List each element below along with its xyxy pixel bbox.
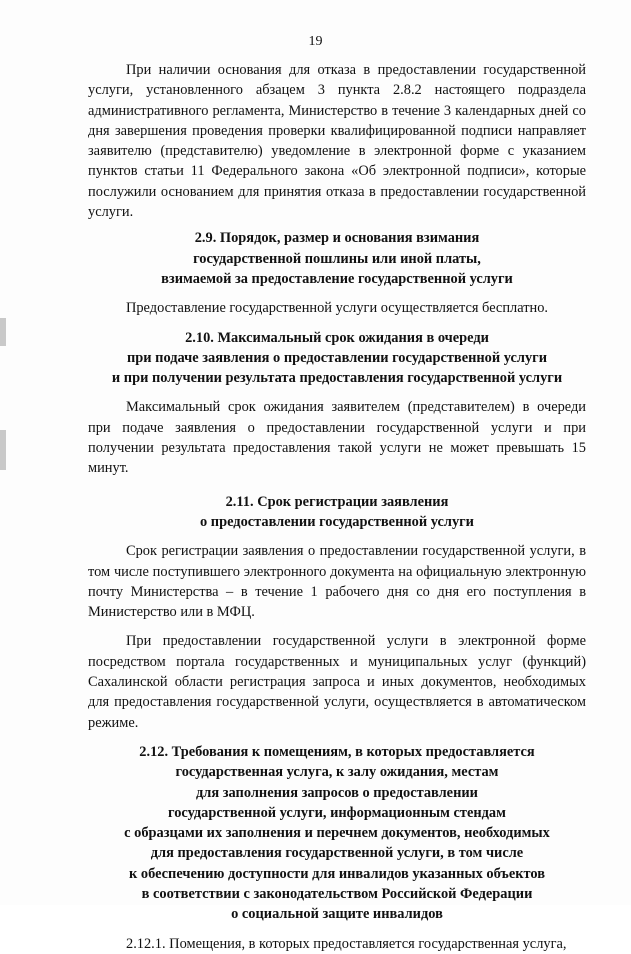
paragraph-electronic-registration: При предоставлении государственной услуги в электронной форме посредством портала государственных и муниципальных услуг (функций) Сахалинской области регистрация запроса и иных документов, необходимых для предоставления государственной услуги, осуществляется в автоматическом режиме. <box>88 633 586 731</box>
heading-line: с образцами их заполнения и перечнем документов, необходимых <box>124 825 550 842</box>
heading-line: 2.9. Порядок, размер и основания взимания <box>194 230 480 247</box>
heading-line: о социальной защите инвалидов <box>231 906 443 923</box>
paragraph-registration-term: Срок регистрации заявления о предоставлении государственной услуги, в том числе поступившего электронного документа на официальную электронную почту Министерства – в течение 1 рабочего дня со дня его поступления в Министерство или в МФЦ. <box>88 543 586 621</box>
document-body <box>88 60 586 954</box>
heading-line: 2.10. Максимальный срок ожидания в очереди <box>185 329 489 346</box>
heading-line: о предоставлении государственной услуги <box>200 513 474 530</box>
heading-line: 2.12. Требования к помещениям, в которых предоставляется <box>139 743 535 760</box>
paragraph-premises: 2.12.1. Помещения, в которых предоставляется государственная услуга, <box>126 935 567 952</box>
heading-line: к обеспечению доступности для инвалидов указанных объектов <box>128 865 545 882</box>
heading-2-10 <box>88 328 586 389</box>
paragraph-free-service: Предоставление государственной услуги осуществляется бесплатно. <box>125 300 549 317</box>
heading-line: для заполнения запросов о предоставлении <box>196 784 478 801</box>
heading-line: государственной пошлины или иной платы, <box>193 250 481 267</box>
heading-2-11 <box>88 492 586 533</box>
page-number: 19 <box>308 34 323 49</box>
heading-2-12 <box>88 742 586 925</box>
heading-2-9 <box>88 228 586 289</box>
heading-line: для предоставления государственной услуги, в том числе <box>150 845 524 862</box>
heading-line: государственной услуги, информационным стендам <box>168 804 506 821</box>
heading-line: в соответствии с законодательством Российской Федерации <box>141 885 533 902</box>
heading-line: государственная услуга, к залу ожидания, местам <box>175 764 499 781</box>
heading-line: взимаемой за предоставление государственной услуги <box>161 270 513 287</box>
scan-artifact <box>0 430 6 470</box>
paragraph-refusal-notice: При наличии основания для отказа в предоставлении государственной услуги, установленного абзацем 3 пункта 2.8.2 настоящего подраздела административного регламента, Министерство в течение 3 календарных дней со дня завершения проведения проверки квалифицированной подписи направляет заявителю (представителю) уведомление в электронной форме с указанием пунктов статьи 11 Федерального закона «Об электронной подписи», которые послужили основанием для принятия отказа в предоставлении государственной услуги. <box>88 62 586 221</box>
heading-line: 2.11. Срок регистрации заявления <box>225 493 449 510</box>
scan-artifact <box>0 318 6 346</box>
paragraph-queue-time: Максимальный срок ожидания заявителем (представителем) в очереди при подаче заявления о предоставлении государственной услуги и при получении результата предоставления такой услуги не может превышать 15 минут. <box>88 399 586 477</box>
heading-line: при подаче заявления о предоставлении государственной услуги <box>127 349 547 366</box>
heading-line: и при получении результата предоставления государственной услуги <box>111 370 563 387</box>
